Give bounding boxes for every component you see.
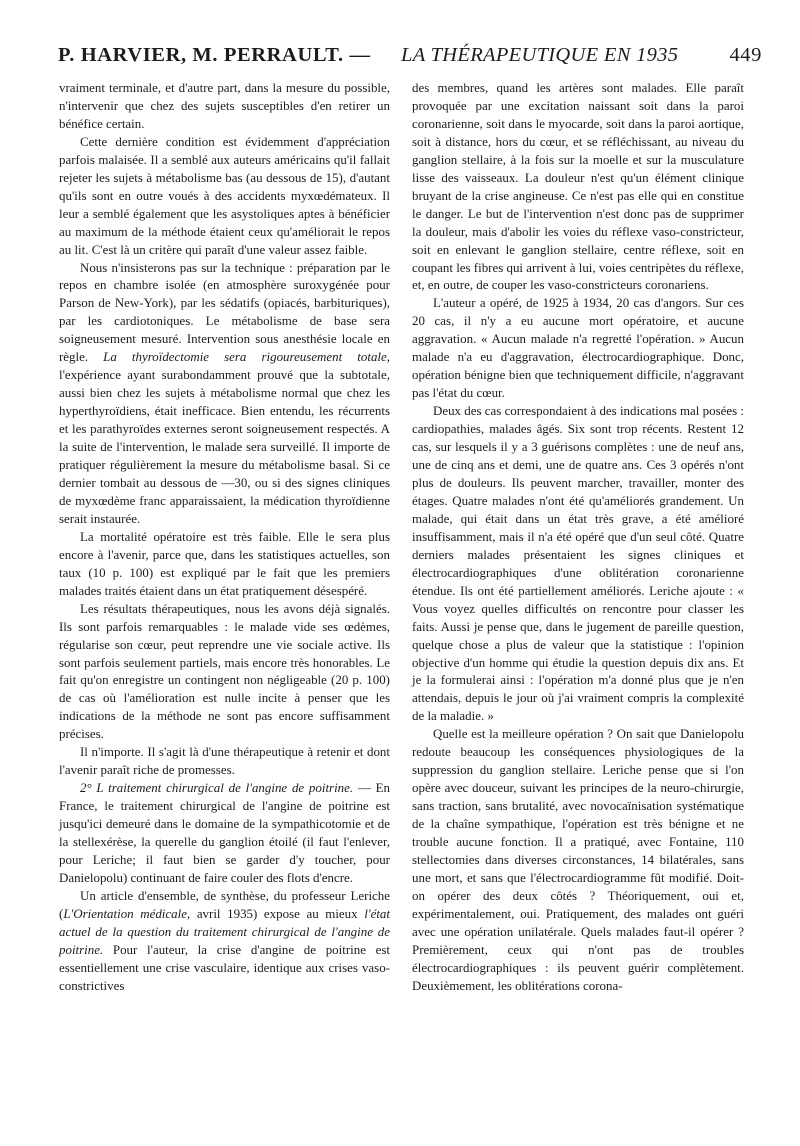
text-run: — En France, le traitement chirurgical de l'angine de poitrine est jusqu'ici demeuré dans le domaine de la sympathicotomie et de la stellexérèse, la querelle du ganglion étoilé (il faut l'enlever, pour Leriche; il faut bien se garder d'y toucher, pour Danielopolu) continuant de faire couler des flots d'encre.: [59, 780, 390, 885]
paragraph: L'auteur a opéré, de 1925 à 1934, 20 cas d'angors. Sur ces 20 cas, il n'y a eu aucune mort opératoire, et aucune aggravation. « Aucun malade n'a regretté l'opération. » Aucun malade n'a eu d'aggravation, électrocardiographique. Donc, opération bénigne bien que techniquement difficile, n'aggravant pas l'état du cœur.: [412, 295, 744, 401]
paragraph: [59, 259, 390, 528]
text-run: Un article d'ensemble, de synthèse, du professeur Leriche (: [59, 887, 390, 921]
paragraph: Quelle est la meilleure opération ? On sait que Danielopolu redoute beaucoup les conséquences physiologiques de la suppression du ganglion stellaire. Leriche pense que si l'on opère avec douceur, suivant les principes de la neuro-chirurgie, sans traction, sans brutalité, avec novocaïnisation systématique de la chaîne sympathique, l'opération est très bénigne et ne trouble aucune fonction. Il a pratiqué, avec Fontaine, 110 stellectomies dans diverses circonstances, 14 bilatérales, sans une mort, et sans que l'électrocardiogramme fût modifié. Doit-on opérer des deux côtés ? Théoriquement, oui et, expérimentalement, oui. Pratiquement, des malades ont guéri avec une opération unilatérale. Quels malades faut-il opérer ? Premièrement, ceux qui n'ont pas de troubles électrocardiographiques : ils peuvent guérir complètement. Deuxièmement, les oblitérations corona-: [412, 726, 744, 993]
text-run: Nous n'insisterons pas sur la technique : préparation par le repos en chambre isolée (en atmosphère suroxygénée pour Parson de New-York), par les sédatifs (opiacés, barbituriques), par les cardiotoniques. Le métabolisme de base sera soigneusement mesuré. Intervention sous anesthésie locale en règle.: [59, 259, 390, 365]
paragraph: Cette dernière condition est évidemment d'appréciation parfois malaisée. Il a semblé aux auteurs américains qu'il fallait rejeter les sujets à métabolisme bas (au dessous de 15), d'autant qu'ils sont en outre voués à des accidents myxœdémateux. Il leur a semblé également que les asystoliques aptes à bénéficier au maximum de la méthode étaient ceux qu'améliorait le repos au lit. C'est là un critère qui paraît d'une valeur assez faible.: [59, 133, 390, 257]
header-authors: P. HARVIER, M. PERRAULT. —: [58, 44, 371, 66]
paragraph: Il n'importe. Il s'agit là d'une thérapeutique à retenir et dont l'avenir paraît riche de promesses.: [59, 744, 390, 778]
paragraph: Les résultats thérapeutiques, nous les avons déjà signalés. Ils sont parfois remarquables : le malade vide ses œdèmes, régularise son cœur, peut reprendre une vie sociale active. Ils sont parfois seulement partiels, mais encore très honorables. Le fait qu'on enregistre un contingent non négligeable (20 p. 100) de cas où l'amélioration est nulle incite à penser que les indications de la méthode ne sont pas encore suffisamment précises.: [59, 600, 390, 742]
section-paragraph: [59, 779, 390, 887]
paragraph: vraiment terminale, et d'autre part, dans la mesure du possible, n'intervenir que chez des sujets susceptibles d'en retirer un bénéfice certain.: [59, 80, 390, 131]
text-run: l'expérience ayant surabondamment prouvé que la subtotale, aussi bien chez les sujets à métabolisme normal que chez les hyperthyroïdiens, était inefficace. Bien entendu, les récurrents et les parathyroïdes externes seront soigneusement respectés. A la suite de l'intervention, le malade sera surveillé. Il importe de pratiquer régulièrement la mesure du métabolisme basal. Si ce dernier tombait au dessous de —30, ou si des signes cliniques de myxœdème franc apparaissaient, la médication thyroïdienne serait instaurée.: [59, 367, 390, 526]
paragraph: des membres, quand les artères sont malades. Elle paraît provoquée par une excitation naissant soit dans la paroi coronarienne, soit dans le myocarde, soit dans la paroi aortique, soit à distance, hors du cœur, et se réfléchissant, au niveau du ganglion stellaire, à la fois sur la moelle et sur la musculature lisse des vaisseaux. La douleur n'est qu'un élément clinique bruyant de la crise angineuse. Ce n'est pas elle qui en constitue le danger. Le but de l'intervention n'est donc pas de supprimer la douleur, mais d'abolir les voies du réflexe vaso-constricteur, soit en enlevant le ganglion stellaire, centre réflexe, soit en coupant les fibres qui arrivent à lui, voies centripètes du réflexe, et, en outre, de couper les vaso-constricteurs coronariens.: [412, 80, 744, 293]
italic-text-run: L'Orientation médicale,: [63, 905, 191, 921]
section-heading: 2° L traitement chirurgical de l'angine de poitrine.: [80, 780, 354, 796]
paragraph: Deux des cas correspondaient à des indications mal posées : cardiopathies, malades âgés. Six sont trop récents. Restent 12 cas, sur lesquels il y a 3 guérisons complètes : une de neuf ans, une de cinq ans et demi, une de quatre ans. Ces 3 opérés n'ont plus de douleurs. Ils peuvent marcher, travailler, monter des étages. Quatre malades n'ont été qu'améliorés grandement. Un malade, qui était dans un état très grave, a été amélioré insuffisamment, mais il n'a été opéré que d'un seul côté. Quatre derniers malades présentaient les signes cliniques et électrocardiographiques d'une oblitération coronarienne étendue. Ils ont été partiellement améliorés. Leriche ajoute : « Vous voyez quelles difficultés on rencontre pour classer les faits. Aussi je pense que, dans le jugement de pareille question, quelque chose a plus de valeur que la statistique : l'opinion objective d'un homme qui étudie la question depuis dix ans. Et je la formulerai ainsi : l'opération m'a donné plus que je n'en attendais, depuis le jour où j'ai vraiment compris la complexité de la maladie. »: [412, 403, 744, 724]
paragraph: [59, 887, 390, 995]
paragraph: La mortalité opératoire est très faible. Elle le sera plus encore à l'avenir, parce que, dans les statistiques actuelles, son taux (10 p. 100) est expliqué par le fait que les premiers malades traités étaient dans un état pratiquement désespéré.: [59, 528, 390, 598]
page-number: 449: [729, 44, 762, 66]
text-run: Pour l'auteur, la crise d'angine de poitrine est essentiellement une crise vasculaire, identique aux crises vaso-constrictives: [59, 941, 390, 993]
running-header: [56, 40, 762, 76]
text-run: avril 1935) expose au mieux: [190, 905, 365, 921]
italic-text-run: l'état actuel de la question du traitement chirurgical de l'angine de poitrine.: [59, 905, 390, 957]
left-column: [59, 79, 390, 995]
header-title: LA THÉRAPEUTIQUE EN 1935: [401, 44, 679, 66]
italic-text-run: La thyroïdectomie sera rigoureusement totale,: [103, 349, 390, 365]
right-column: [412, 79, 744, 995]
